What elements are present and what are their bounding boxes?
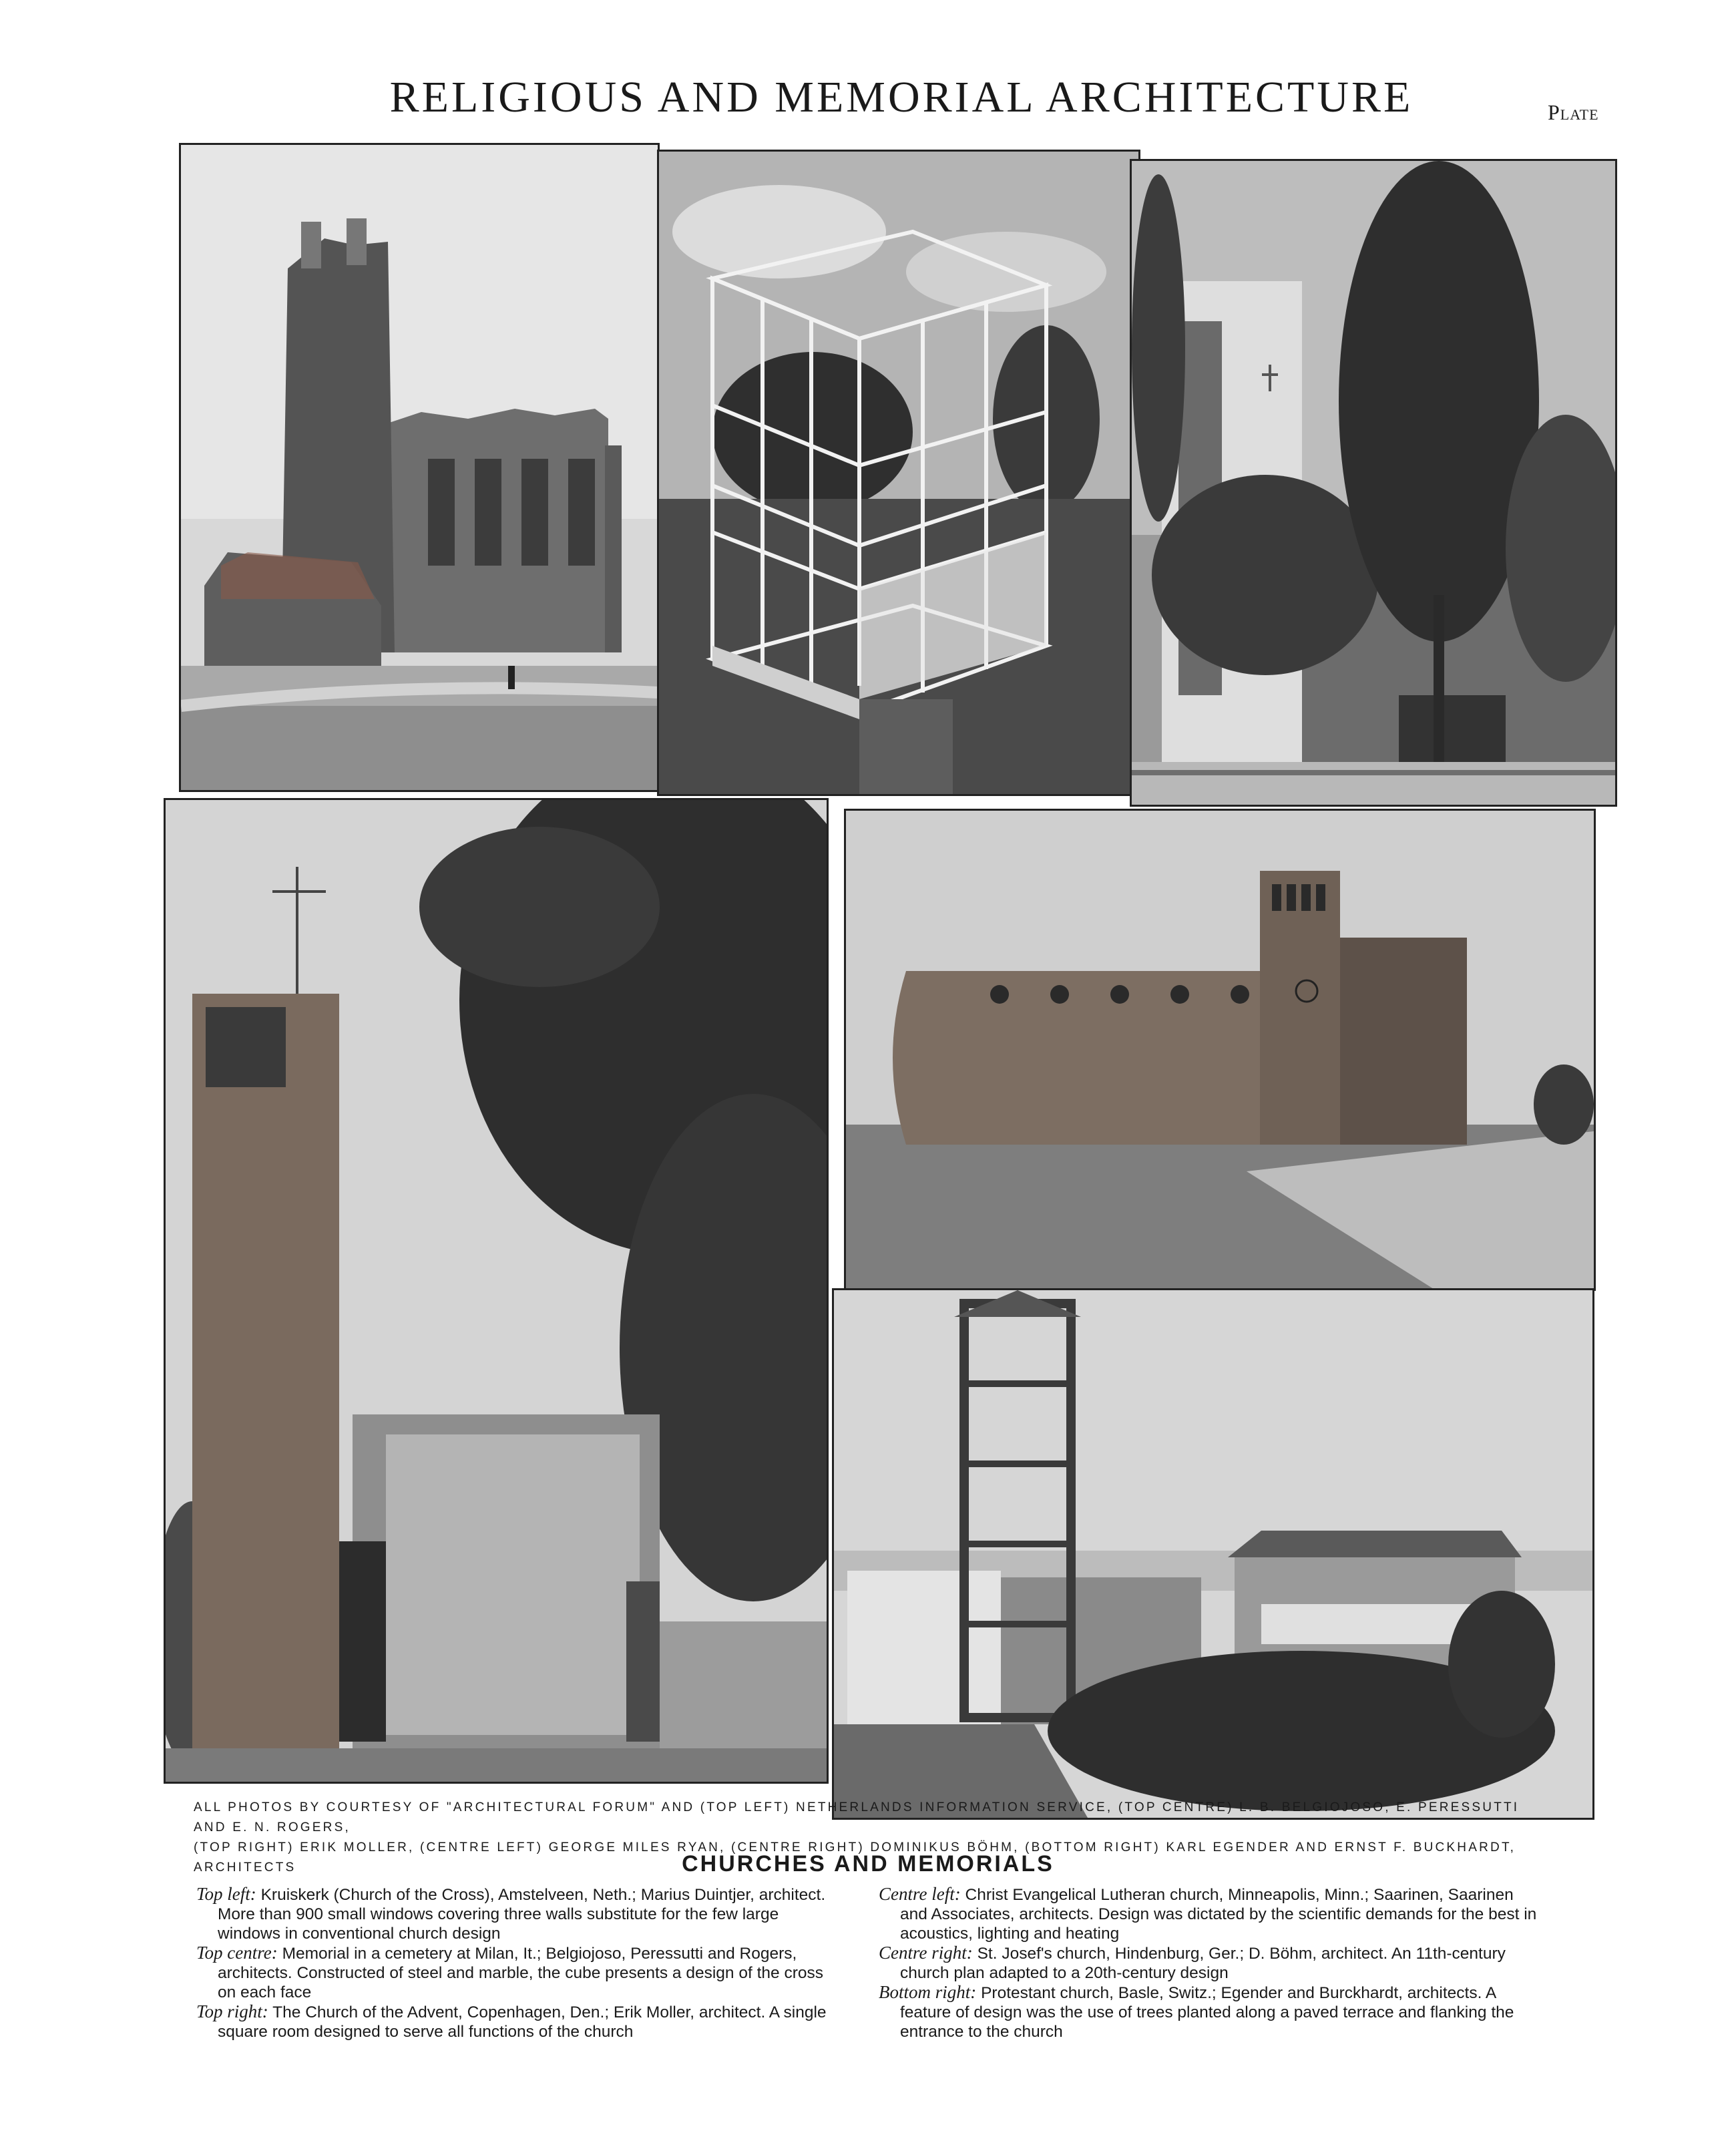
section-heading: CHURCHES AND MEMORIALS [682,1851,1054,1877]
caption-label: Top centre: [196,1943,278,1963]
caption-label: Centre left: [879,1884,961,1904]
plate-label: Plate [1548,100,1599,124]
caption-text: The Church of the Advent, Copenhagen, Den.; Erik Moller, architect. A single square room designed to serve all functions of the church [218,2003,827,2041]
caption-centre-right [879,1943,1540,1983]
caption-label: Centre right: [879,1943,973,1963]
captions-left-column [196,1885,844,2041]
caption-text: Kruiskerk (Church of the Cross), Amstelveen, Neth.; Marius Duintjer, architect. More than 900 small windows covering three walls substitute for the few large windows in conventional church design [218,1886,826,1943]
credits-line-1: ALL PHOTOS BY COURTESY OF "ARCHITECTURAL FORUM" AND (TOP LEFT) NETHERLANDS INFORMATION SERVICE, (TOP CENTRE) L. B. BELGIOJOSO, E. PERESSUTTI AND E. N. ROGERS, [194,1800,1520,1834]
caption-text: Christ Evangelical Lutheran church, Minneapolis, Minn.; Saarinen, Saarinen and Associates, architects. Design was dictated by the scientific demands for the best in acoustics, lighting and heating [900,1886,1537,1943]
photo-centre-left [164,798,829,1784]
photo-bottom-right [832,1288,1594,1820]
caption-top-centre [196,1943,844,2002]
photo-centre-right [844,809,1596,1291]
captions-right-column [879,1885,1540,2041]
caption-top-left [196,1885,844,1943]
credits-line-2: (TOP RIGHT) ERIK MOLLER, (CENTRE LEFT) GEORGE MILES RYAN, (CENTRE RIGHT) DOMINIKUS BÖHM, (BOTTOM RIGHT) KARL EGENDER AND ERNST F. BUCKHARDT, ARCHITECTS [194,1840,1516,1875]
page-title: RELIGIOUS AND MEMORIAL ARCHITECTURE [389,73,1414,122]
photo-top-right [1130,159,1617,807]
caption-text: St. Josef's church, Hindenburg, Ger.; D. Böhm, architect. An 11th-century church plan adapted to a 20th-century design [900,1945,1506,1982]
caption-label: Top right: [196,2001,268,2021]
caption-text: Memorial in a cemetery at Milan, It.; Belgiojoso, Peressutti and Rogers, architects. Constructed of steel and marble, the cube presents a design of the cross on each face [218,1945,823,2001]
caption-top-right [196,2002,844,2041]
caption-centre-left [879,1885,1540,1943]
photo-top-centre [657,150,1140,796]
caption-bottom-right [879,1983,1540,2041]
caption-label: Top left: [196,1884,256,1904]
photo-top-left [179,143,660,792]
caption-text: Protestant church, Basle, Switz.; Egender and Burckhardt, architects. A feature of design was the use of trees planted along a paved terrace and flanking the entrance to the church [900,1984,1514,2041]
caption-label: Bottom right: [879,1982,977,2002]
